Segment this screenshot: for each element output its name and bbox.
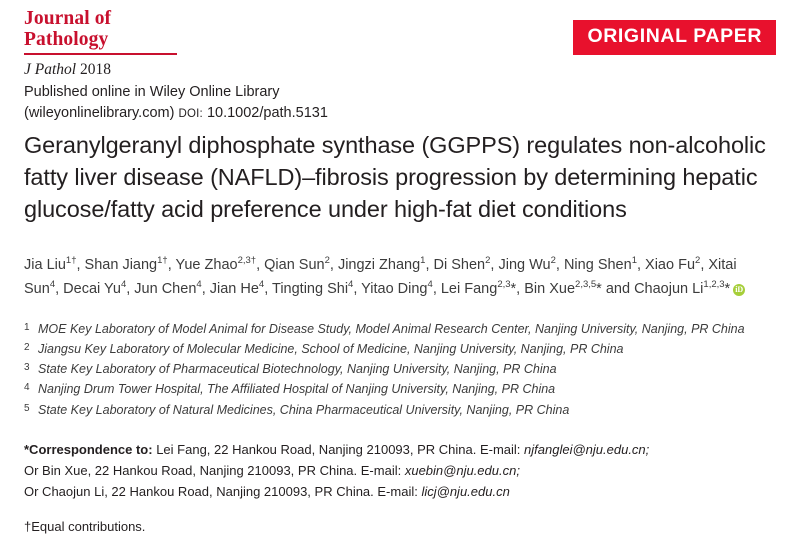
author-names: Jia Liu$^{1\dagger}$, Shan Jiang$^{1\dagger}$, Yue Zhao$^{2,3\dagger}$, Qian Sun$^2$, Jingzi Zhang$^1$, Di Shen$^2$, Jing Wu$^2$, Ning Shen$^1$, Xiao Fu$^2$, Xitai Sun$^4$, Decai Yu$^4$, Jun Chen$^4$, Jian He$^4$, Tingting Shi$^4$, Yitao Ding$^4$, Lei Fang$^{2,3}$*, Bin Xue$^{2,3,5}$* and Chaojun Li$^{1,2,3}$* [24, 255, 737, 297]
correspondence-line-1 [24, 439, 776, 460]
doi-line [24, 103, 776, 124]
affiliation-text: Jiangsu Key Laboratory of Molecular Medicine, School of Medicine, Nanjing University, Nanjing, PR China [38, 341, 624, 356]
affiliation-item [24, 339, 776, 359]
page-title: Geranylgeranyl diphosphate synthase (GGPPS) regulates non‐alcoholic fatty liver disease (NAFLD)–fibrosis progression by determining hepatic glucose/fatty acid preference under high‐fat diet conditions [24, 132, 766, 222]
affiliation-number: 4 [24, 382, 30, 394]
affiliation-number: 3 [24, 362, 30, 374]
affiliation-text: State Key Laboratory of Pharmaceutical Biotechnology, Nanjing University, Nanjing, PR China [38, 362, 557, 377]
correspondence-block [24, 439, 776, 502]
correspondence-author-2: Or Bin Xue, 22 Hankou Road, Nanjing 210093, PR China. E-mail: [24, 463, 402, 478]
doi-value[interactable]: 10.1002/path.5131 [206, 104, 328, 121]
affiliation-item [24, 359, 776, 379]
paper-type-badge: ORIGINAL PAPER [573, 20, 776, 55]
journal-website[interactable]: (wileyonlinelibrary.com) [24, 104, 175, 121]
affiliation-item [24, 319, 776, 339]
equal-contributions-footnote: †Equal contributions. [24, 519, 146, 534]
correspondence-line-3 [24, 481, 776, 502]
citation-year: 2018 [79, 60, 111, 78]
affiliation-text: MOE Key Laboratory of Model Animal for Disease Study, Model Animal Research Center, Nanjing University, Nanjing, PR China [38, 321, 745, 336]
author-list [24, 254, 754, 302]
doi-label: DOI: [178, 107, 203, 120]
affiliation-number: 1 [24, 321, 30, 333]
published-online-line: Published online in Wiley Online Library [24, 83, 280, 100]
affiliation-text: Nanjing Drum Tower Hospital, The Affiliated Hospital of Nanjing University, Nanjing, PR China [38, 382, 556, 397]
orcid-icon[interactable]: iD [735, 284, 744, 294]
citation-line [24, 60, 776, 81]
correspondence-email-2[interactable]: xuebin@nju.edu.cn; [404, 463, 520, 478]
affiliation-item [24, 400, 776, 420]
correspondence-label: *Correspondence to: [24, 441, 153, 457]
citation-journal-abbrev: J Pathol [24, 60, 77, 78]
affiliation-list [24, 319, 776, 420]
correspondence-email-1[interactable]: njfanglei@nju.edu.cn; [524, 441, 650, 457]
affiliation-number: 2 [24, 341, 30, 353]
correspondence-author-3: Or Chaojun Li, 22 Hankou Road, Nanjing 210093, PR China. E-mail: [24, 484, 418, 500]
affiliation-text: State Key Laboratory of Natural Medicines, China Pharmaceutical University, Nanjing, PR China [38, 402, 570, 417]
journal-name: Journal of Pathology [24, 8, 177, 55]
affiliation-item [24, 379, 776, 399]
correspondence-author-1: Lei Fang, 22 Hankou Road, Nanjing 210093, PR China. E-mail: [156, 441, 521, 457]
correspondence-email-3[interactable]: licj@nju.edu.cn [421, 484, 510, 500]
correspondence-line-2 [24, 460, 776, 481]
affiliation-number: 5 [24, 402, 30, 414]
masthead [24, 8, 776, 121]
